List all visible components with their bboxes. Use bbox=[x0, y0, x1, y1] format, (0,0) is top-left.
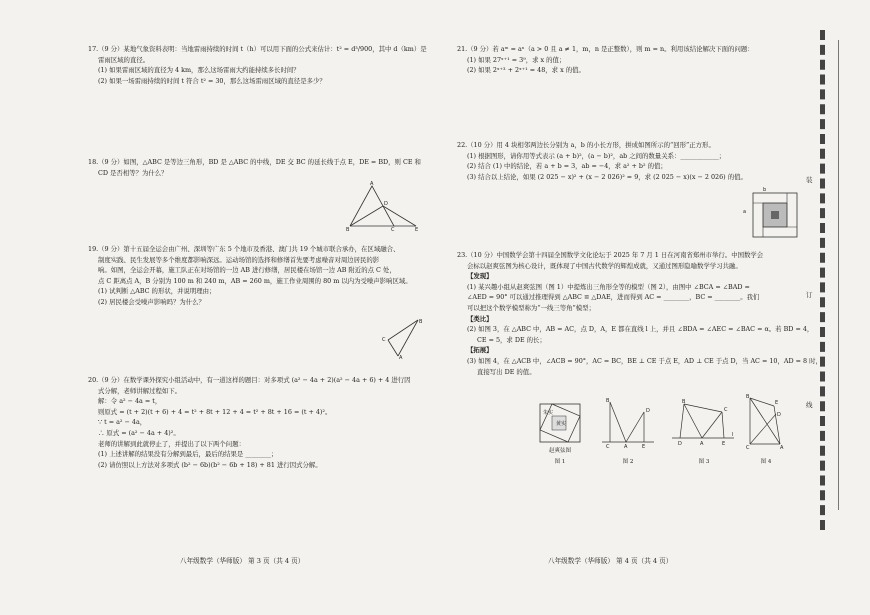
svg-text:C: C bbox=[391, 227, 395, 232]
q18-figure bbox=[346, 180, 422, 232]
figure-2 bbox=[600, 398, 656, 448]
svg-text:l: l bbox=[732, 432, 734, 438]
svg-text:A: A bbox=[624, 444, 628, 448]
q22-line: (2) 结合 (1) 中的结论，若 a + b = 3，ab = −4，求 a² + b² 的值； bbox=[467, 162, 667, 171]
q21-line: (2) 如果 2ˣ⁺³ + 2ˣ⁺¹ = 48，求 x 的值。 bbox=[467, 66, 585, 75]
question-19 bbox=[88, 244, 412, 308]
svg-text:C: C bbox=[724, 407, 728, 413]
svg-text:A: A bbox=[780, 445, 784, 450]
question-17 bbox=[88, 44, 427, 86]
q19-line: 19.（9 分）第十五届全运会由广州、深圳等广东 5 个地市及香港、澳门共 19 个城市联合承办，在区域融合、 bbox=[88, 245, 400, 253]
side-label-zhuang: 装 bbox=[806, 176, 813, 184]
question-21 bbox=[457, 44, 754, 76]
svg-text:E: E bbox=[642, 444, 646, 448]
svg-text:D: D bbox=[678, 441, 682, 447]
q22-line: (1) 根据图形，请你用等式表示 (a + b)²，(a − b)²，ab 之间的数量关系：____________； bbox=[467, 151, 726, 160]
q20-line: ∴ 原式 = (a² − 4a + 4)²。 bbox=[98, 428, 180, 437]
q23-line: CE = 5，求 DE 的长； bbox=[477, 335, 546, 344]
q23-line: 23.（10 分）中国数学会第十四届全国数学文化论坛于 2025 年 7 月 1 日在河南省郑州市举行。中国数学会 bbox=[457, 251, 764, 259]
q20-line: (1) 上述讲解的结果没有分解到最后，最后的结果是 ________； bbox=[98, 450, 278, 459]
q20-line: 式分解，老师讲解过程如下。 bbox=[98, 386, 182, 395]
q20-line: ∵ t = a² − 4a， bbox=[98, 418, 147, 427]
q18-line: CD 是否相等？为什么？ bbox=[98, 168, 168, 177]
svg-text:E: E bbox=[775, 400, 779, 406]
binding-rule bbox=[838, 40, 839, 510]
svg-text:D: D bbox=[777, 412, 781, 418]
svg-text:C: C bbox=[382, 337, 386, 343]
q19-figure bbox=[378, 316, 428, 360]
side-label-xian: 线 bbox=[806, 401, 813, 409]
q21-line: (1) 如果 27ˣ⁺¹ = 3⁹，求 x 的值； bbox=[467, 55, 566, 64]
q19-line: 响。如图，全运会开幕，施工队正在对场馆的一边 AB 进行修缮，居民楼在场馆一边 AB 附近的点 C 处， bbox=[98, 266, 396, 275]
svg-text:B: B bbox=[419, 319, 423, 325]
q22-line: 22.（10 分）用 4 块相邻两边长分别为 a，b 的小长方形，拼成如图所示的“回形”正方形。 bbox=[457, 141, 715, 149]
svg-text:黄实: 黄实 bbox=[556, 421, 567, 427]
q19-line: (2) 居民楼会受噪声影响吗？为什么？ bbox=[98, 297, 205, 306]
question-20 bbox=[88, 375, 411, 470]
figure-1-caption: 图 1 bbox=[554, 459, 566, 465]
q20-line: 则原式 = (t + 2)(t + 6) + 4 = t² + 8t + 12 + 4 = t² + 8t + 16 = (t + 4)²。 bbox=[98, 407, 332, 416]
svg-text:E: E bbox=[722, 441, 726, 447]
svg-text:A: A bbox=[399, 355, 403, 360]
q23-line: 可以把这个数学模型称为“一线三等角”模型； bbox=[467, 303, 595, 312]
svg-text:E: E bbox=[415, 227, 419, 232]
figure-3-caption: 图 3 bbox=[698, 459, 710, 465]
svg-text:B: B bbox=[746, 394, 750, 400]
q23-heading: 【拓展】 bbox=[467, 346, 493, 355]
q17-line: (1) 如果雷雨区域的直径为 4 km，那么这场雷雨大约能持续多长时间？ bbox=[98, 66, 300, 75]
q20-line: (2) 请仿照以上方法对多项式 (b² − 6b)(b² − 6b + 18) + 81 进行因式分解。 bbox=[98, 460, 322, 469]
q20-line: 解：令 a² − 4a = t， bbox=[98, 397, 162, 406]
q23-heading: 【发现】 bbox=[467, 272, 493, 281]
q19-line: 制度实践、民生发展等多个维度都影响深远。运动场馆的选择和修缮首先要考虑噪音对周边居民的影 bbox=[98, 255, 380, 264]
right-footer: 八年级数学（华师版） 第 4 页（共 4 页） bbox=[548, 557, 673, 565]
q23-line: (2) 如图 3，在 △ABC 中，AB = AC，点 D，A，E 都在直线 l 上，并且 ∠BDA = ∠AEC = ∠BAC = α。若 BD = 4， bbox=[467, 325, 814, 334]
svg-text:B: B bbox=[682, 399, 686, 405]
q23-line: ∠AED = 90° 可以通过推理得到 △ABC ≌ △DAE，进而得到 AC = ________，BC = ________。我们 bbox=[467, 293, 760, 302]
question-22 bbox=[457, 140, 747, 182]
q22-line: (3) 结合以上结论，如果 (2 025 − x)² + (x − 2 026)² = 9，求 (2 025 − x)(x − 2 026) 的值。 bbox=[467, 172, 747, 181]
svg-text:B: B bbox=[606, 398, 610, 404]
zhao-shuang-figure bbox=[538, 402, 582, 444]
svg-text:D: D bbox=[384, 201, 388, 207]
q17-line: 17.（9 分）某地气象资料表明：当地雷雨持续的时间 t（h）可以用下面的公式来估计：t² = d³/900，其中 d（km）是 bbox=[88, 45, 427, 53]
q23-line: 会标以赵爽弦图为核心设计，既体现了中国古代数学的辉煌成就，又通过图形隐喻数学学习共融。 bbox=[467, 261, 742, 270]
question-18 bbox=[88, 157, 421, 178]
q23-line: (3) 如图 4，在 △ACB 中，∠ACB = 90°，AC = BC，BE ⊥ CE 于点 E，AD ⊥ CE 于点 D，当 AC = 10，AD = 8 时， bbox=[467, 356, 822, 365]
q22-figure bbox=[741, 185, 801, 241]
binding-dotted-line bbox=[820, 30, 825, 530]
svg-text:C: C bbox=[746, 445, 750, 450]
q17-line: 雷雨区域的直径。 bbox=[98, 55, 150, 64]
q19-line: (1) 试判断 △ABC 的形状，并说明理由； bbox=[98, 287, 216, 296]
figure-2-caption: 图 2 bbox=[622, 459, 634, 465]
question-23 bbox=[457, 250, 822, 377]
q23-line: 直接写出 DE 的值。 bbox=[477, 367, 536, 376]
svg-text:b: b bbox=[763, 187, 767, 193]
q17-line: (2) 如果一场雷雨持续的时间 t 符合 t² = 30，那么这场雷雨区域的直径是多少？ bbox=[98, 76, 326, 85]
svg-text:a: a bbox=[743, 209, 747, 215]
side-label-ding: 订 bbox=[806, 291, 813, 299]
svg-text:A: A bbox=[700, 441, 704, 447]
svg-text:D: D bbox=[646, 408, 650, 414]
q19-line: 点 C 距离点 A，B 分别为 100 m 和 240 m，AB = 260 m，施工作业周围的 80 m 以内为受噪声影响区域。 bbox=[98, 276, 412, 285]
left-footer: 八年级数学（华师版） 第 3 页（共 4 页） bbox=[180, 557, 305, 565]
svg-text:A: A bbox=[370, 181, 374, 187]
zhao-shuang-caption: 赵爽弦图 bbox=[548, 448, 571, 454]
svg-text:B: B bbox=[346, 227, 350, 232]
figure-3 bbox=[670, 398, 736, 448]
q21-line: 21.（9 分）若 aᵐ = aⁿ（a > 0 且 a ≠ 1，m，n 是正整数），则 m = n。利用该结论解决下面的问题： bbox=[457, 45, 754, 53]
figure-4-caption: 图 4 bbox=[760, 459, 772, 465]
q23-line: (1) 某兴趣小组从赵爽弦图（图 1）中提炼出三角形全等的模型（图 2），由图中 ∠BCA = ∠BAD = bbox=[467, 282, 750, 291]
figure-4 bbox=[744, 394, 788, 450]
svg-text:朱实: 朱实 bbox=[543, 410, 554, 416]
q20-line: 20.（9 分）在数学课外探究小组活动中，有一道这样的题目：对多项式 (a² − 4a + 2)(a² − 4a + 6) + 4 进行因 bbox=[88, 376, 411, 384]
q18-line: 18.（9 分）如图，△ABC 是等边三角形，BD 是 △ABC 的中线，DE 交 BC 的延长线于点 E，DE = BD，则 CE 和 bbox=[88, 158, 421, 166]
q20-line: 老师的讲解到此就停止了，并提出了以下两个问题： bbox=[98, 439, 245, 448]
svg-text:C: C bbox=[606, 444, 610, 448]
q23-heading: 【类比】 bbox=[467, 314, 493, 323]
